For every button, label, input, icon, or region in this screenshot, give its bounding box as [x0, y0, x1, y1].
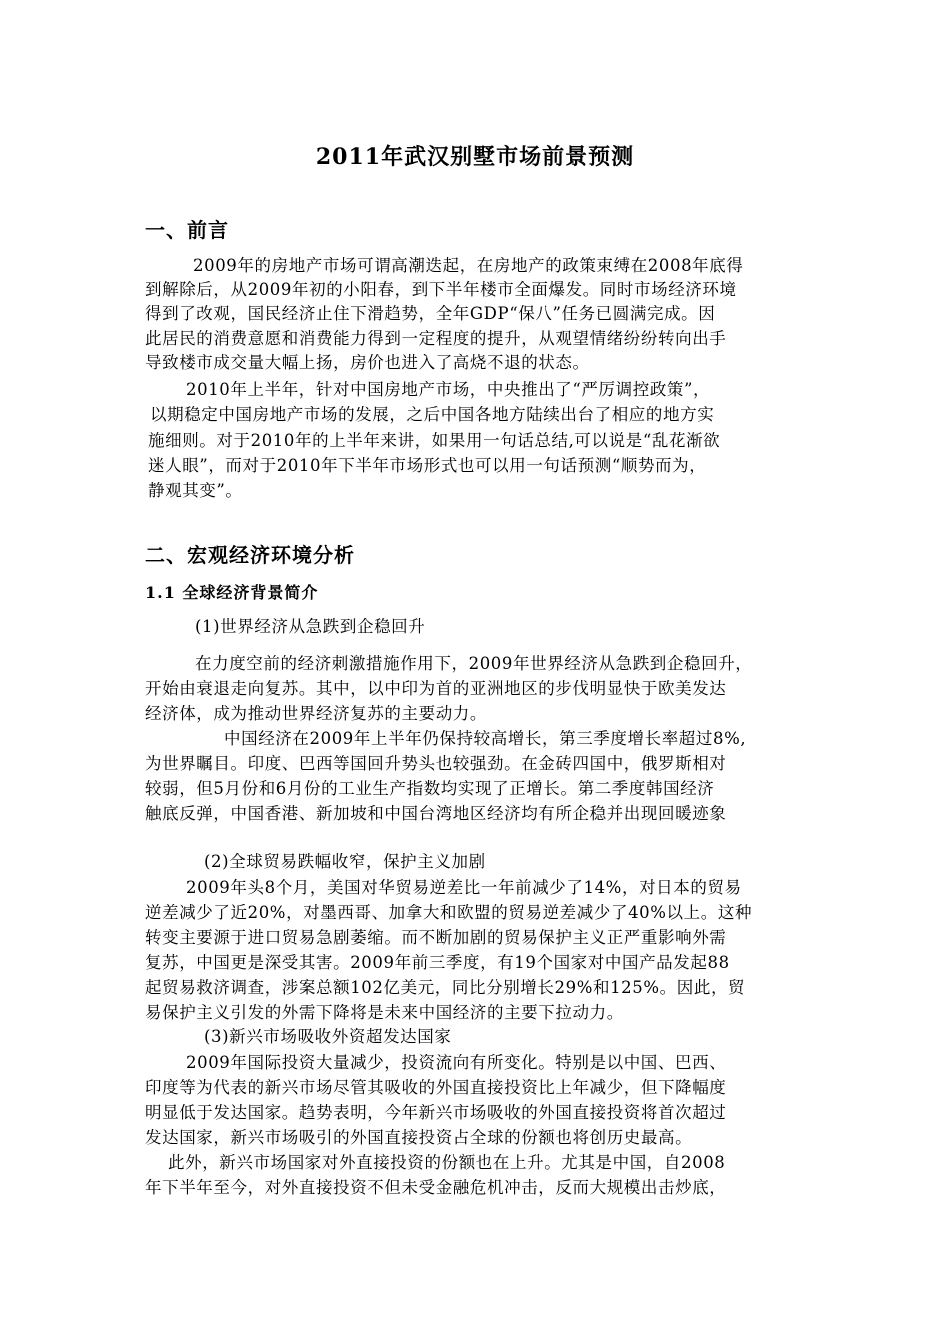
body-line: 为世界瞩目。印度、巴西等国回升势头也较强劲。在金砖四国中，俄罗斯相对: [145, 754, 727, 773]
body-line: 2009年头8个月，美国对华贸易逆差比一年前减少了14%，对日本的贸易: [186, 878, 742, 897]
body-line: 2009年国际投资大量减少，投资流向有所变化。特别是以中国、巴西、: [186, 1053, 727, 1072]
body-line: 发达国家，新兴市场吸引的外国直接投资占全球的份额也将创历史最高。: [145, 1128, 693, 1147]
item-heading: (3)新兴市场吸收外资超发达国家: [204, 1027, 452, 1046]
body-line: 起贸易救济调查，涉案总额102亿美元，同比分别增长29%和125%。因此，贸: [145, 978, 746, 997]
preface-line: 迷人眼”，而对于2010年下半年市场形式也可以用一句话预测“顺势而为，: [148, 456, 707, 475]
body-line: 复苏，中国更是深受其害。2009年前三季度，有19个国家对中国产品发起88: [145, 953, 730, 972]
body-line: 逆差减少了近20%，对墨西哥、加拿大和欧盟的贸易逆差减少了40%以上。这种: [145, 903, 753, 922]
preface-line: 施细则。对于2010年的上半年来讲，如果用一句话总结,可以说是“乱花渐欲: [148, 431, 721, 450]
body-line: 印度等为代表的新兴市场尽管其吸收的外国直接投资比上年减少，但下降幅度: [145, 1078, 727, 1097]
item-heading: (2)全球贸易跌幅收窄，保护主义加剧: [204, 852, 486, 871]
body-line: 触底反弹，中国香港、新加坡和中国台湾地区经济均有所企稳并出现回暖迹象: [145, 804, 727, 823]
preface-line: 2009年的房地产市场可谓高潮迭起，在房地产的政策束缚在2008年底得: [193, 256, 744, 275]
preface-line: 静观其变”。: [148, 481, 243, 500]
body-line: 易保护主义引发的外需下降将是未来中国经济的主要下拉动力。: [145, 1003, 624, 1022]
body-line: 在力度空前的经济刺激措施作用下，2009年世界经济从急跌到企稳回升，: [195, 654, 753, 673]
preface-line: 2010年上半年，针对中国房地产市场，中央推出了“严厉调控政策”，: [186, 380, 711, 399]
body-line: 此外，新兴市场国家对外直接投资的份额也在上升。尤其是中国，自2008: [168, 1153, 726, 1172]
body-line: 中国经济在2009年上半年仍保持较高增长，第三季度增长率超过8%,: [224, 729, 747, 748]
subsection-heading: 1.1 全球经济背景简介: [145, 583, 319, 602]
body-line: 明显低于发达国家。趋势表明，今年新兴市场吸收的外国直接投资将首次超过: [145, 1103, 727, 1122]
preface-line: 得到了改观，国民经济止住下滑趋势，全年GDP“保八”任务已圆满完成。因: [145, 304, 716, 323]
preface-line: 导致楼市成交量大幅上扬，房价也进入了高烧不退的状态。: [145, 353, 590, 372]
preface-line: 到解除后，从2009年初的小阳春，到下半年楼市全面爆发。同时市场经济环境: [145, 280, 737, 299]
body-line: 年下半年至今，对外直接投资不但未受金融危机冲击，反而大规模出击炒底，: [145, 1178, 727, 1197]
item-heading: (1)世界经济从急跌到企稳回升: [195, 617, 426, 636]
body-line: 经济体，成为推动世界经济复苏的主要动力。: [145, 704, 487, 723]
preface-line: 以期稳定中国房地产市场的发展，之后中国各地方陆续出台了相应的地方实: [150, 405, 715, 424]
body-line: 较弱，但5月份和6月份的工业生产指数均实现了正增长。第二季度韩国经济: [145, 779, 715, 798]
section-heading-macro: 二、宏观经济环境分析: [145, 543, 355, 567]
section-heading-preface: 一、前言: [145, 218, 229, 242]
document-title: 2011年武汉别墅市场前景预测: [315, 144, 635, 170]
preface-line: 此居民的消费意愿和消费能力得到一定程度的提升，从观望情绪纷纷转向出手: [145, 329, 727, 348]
body-line: 转变主要源于进口贸易急剧萎缩。而不断加剧的贸易保护主义正严重影响外需: [145, 928, 727, 947]
body-line: 开始由衰退走向复苏。其中，以中印为首的亚洲地区的步伐明显快于欧美发达: [145, 679, 727, 698]
